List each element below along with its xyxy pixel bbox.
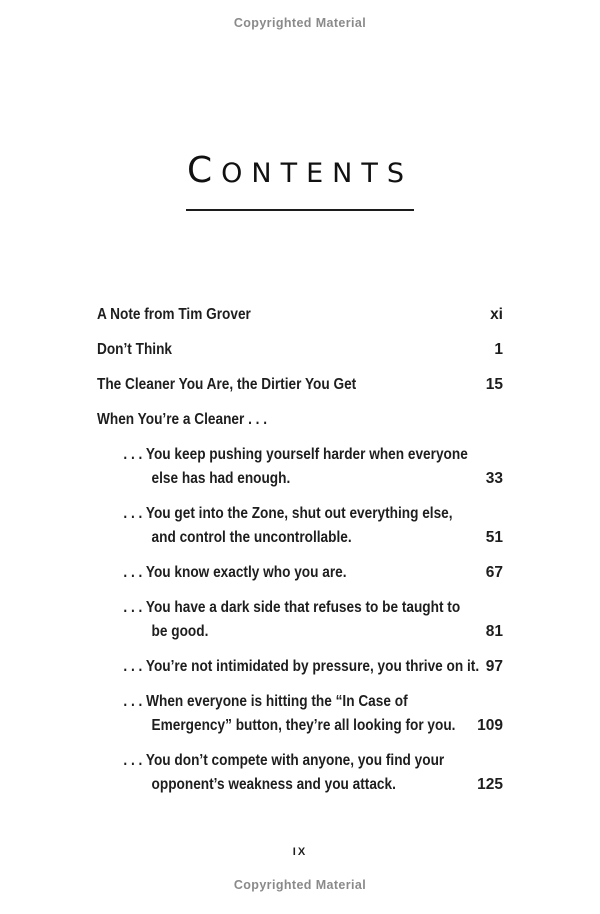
toc-entry [97,303,503,327]
toc-entry [97,443,503,491]
toc-entry [97,338,503,362]
toc-entry-title-wrap: Emergency” button, they’re all looking for you. [151,717,456,734]
copyright-notice-bottom: Copyrighted Material [233,878,367,892]
toc-page-number: xi [490,306,503,323]
toc-entry [97,749,503,797]
toc-entry [97,655,503,679]
toc-entry-title: Don’t Think [97,341,173,358]
toc-entry-title: . . . When everyone is hitting the “In Case of [123,693,408,710]
page-title-rest: ONTENTS [221,158,413,189]
toc-page-number: 97 [485,658,503,675]
title-divider-rule [186,209,414,211]
toc-entry [97,690,503,738]
table-of-contents [97,303,503,797]
toc-entry-title-wrap: and control the uncontrollable. [151,529,352,546]
page-title-initial: C [187,150,222,191]
toc-entry-title: The Cleaner You Are, the Dirtier You Get [97,376,357,393]
toc-entry-title: . . . You know exactly who you are. [123,564,347,581]
toc-entry-title: . . . You keep pushing yourself harder when everyone [123,446,468,463]
toc-entry-title: A Note from Tim Grover [97,306,251,323]
toc-entry-title-wrap: be good. [151,623,209,640]
toc-page-number: 67 [485,564,503,581]
toc-entry [97,373,503,397]
toc-entry [97,596,503,644]
toc-page-number: 1 [494,341,503,358]
toc-entry-title: . . . You get into the Zone, shut out everything else, [123,505,453,522]
toc-entry-title-wrap: opponent’s weakness and you attack. [151,776,396,793]
toc-entry [97,408,503,432]
toc-entry-title: When You’re a Cleaner . . . [97,411,268,428]
folio-page-number: IX [292,846,308,858]
page-title [0,152,600,193]
copyright-notice-top: Copyrighted Material [233,16,367,30]
toc-page-number: 33 [485,470,503,487]
toc-entry-title-wrap: else has had enough. [151,470,291,487]
toc-entry [97,502,503,550]
toc-page-number: 109 [477,717,503,734]
toc-entry-title: . . . You’re not intimidated by pressure, you thrive on it. [123,658,480,675]
toc-entry-title: . . . You don’t compete with anyone, you find your [123,752,445,769]
toc-page-number: 15 [485,376,503,393]
toc-entry [97,561,503,585]
toc-entry-title: . . . You have a dark side that refuses to be taught to [123,599,461,616]
toc-page-number: 51 [485,529,503,546]
toc-page-number: 125 [477,776,503,793]
title-block [0,152,600,211]
toc-page-number: 81 [485,623,503,640]
